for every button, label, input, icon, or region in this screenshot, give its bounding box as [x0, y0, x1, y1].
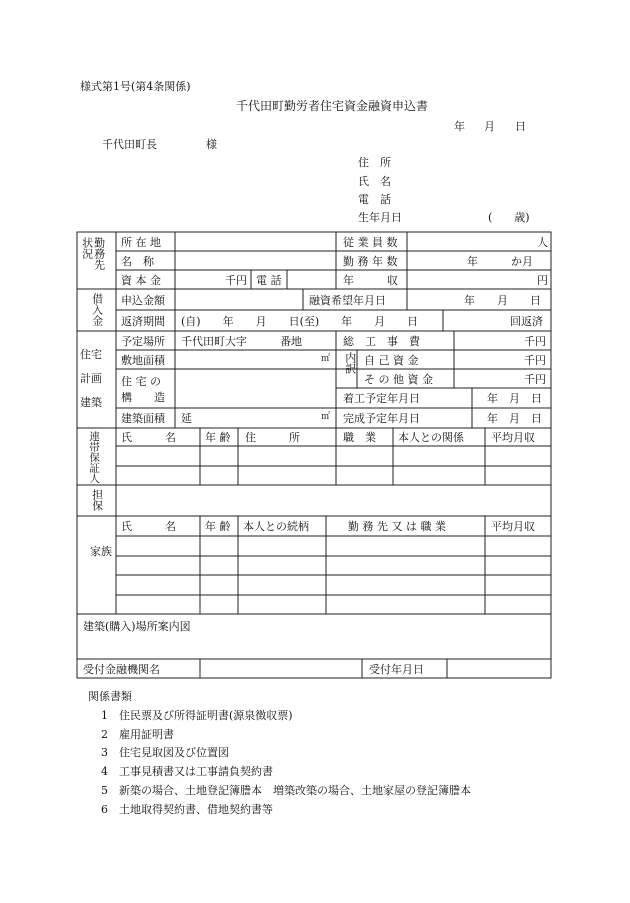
- date-month-label: 月: [484, 120, 495, 133]
- site-label: 予定場所: [121, 335, 165, 348]
- other-funds-unit: 千円: [524, 373, 546, 386]
- family-col-relation: 本人との続柄: [243, 520, 309, 533]
- documents-heading: 関係書類: [88, 690, 132, 703]
- floor-area-prefix: 延: [181, 412, 192, 425]
- date-day-label: 日: [515, 120, 526, 133]
- structure-label-1: 住 宅 の: [121, 375, 161, 388]
- form-number: 様式第1号(第4条関係): [80, 80, 191, 93]
- family-section-label: 家族: [90, 545, 112, 558]
- addressee-honorific: 様: [206, 138, 217, 151]
- document-item: 雇用証明書: [119, 728, 174, 741]
- floor-area-label: 建築面積: [121, 412, 165, 425]
- land-area-unit: ㎡: [321, 354, 331, 364]
- finish-date-label: 完成予定年月日: [343, 412, 420, 425]
- document-item: 新築の場合、土地登記簿謄本 増築改築の場合、土地家屋の登記簿謄本: [119, 784, 471, 797]
- guarantor-col-income: 平均月収: [491, 431, 535, 444]
- annual-income-label: 年 収: [343, 274, 398, 287]
- document-number: 4: [101, 765, 108, 778]
- structure-label-2: 構 造: [121, 391, 165, 404]
- own-funds-unit: 千円: [524, 354, 546, 367]
- family-col-age: 年 齢: [205, 520, 231, 533]
- start-date-label: 着工予定年月日: [343, 392, 420, 405]
- date-year-label: 年: [454, 120, 465, 133]
- years-employed-unit: 年 か月: [467, 255, 533, 268]
- repayment-period-label: 返済期間: [121, 315, 165, 328]
- location-map-label: 建築(購入)場所案内図: [83, 620, 191, 633]
- guarantor-col-job: 職 業: [343, 431, 376, 444]
- total-cost-unit: 千円: [524, 335, 546, 348]
- employer-name-label: 名 称: [121, 255, 154, 268]
- loan-section-label: 借入金: [90, 293, 104, 326]
- document-number: 3: [101, 746, 108, 759]
- employer-capital-label: 資 本 金: [121, 274, 161, 287]
- repayment-period-dates: (自) 年 月 日(至) 年 月 日: [181, 315, 419, 328]
- housing-section-label-2: 建築: [80, 396, 102, 409]
- document-number: 2: [101, 728, 108, 741]
- document-item: 住民票及び所得証明書(源泉徴収票): [119, 709, 293, 722]
- employees-label: 従 業 員 数: [343, 236, 398, 249]
- receiving-bank-label: 受付金融機関名: [83, 663, 160, 676]
- collateral-section-label: 担保: [90, 489, 104, 511]
- start-date-unit: 年 月 日: [487, 392, 542, 405]
- breakdown-label: 内訳: [343, 352, 357, 374]
- repayment-count-unit: 回返済: [510, 315, 543, 328]
- guarantor-col-relation: 本人との関係: [398, 431, 464, 444]
- page-title: 千代田町勤労者住宅資金融資申込書: [236, 99, 429, 113]
- housing-section-label-1: 住宅: [80, 348, 102, 361]
- document-item: 土地取得契約書、借地契約書等: [119, 803, 273, 816]
- employment-section-sublabel: 状況: [80, 237, 94, 259]
- document-number: 6: [101, 803, 108, 816]
- document-number: 1: [101, 709, 108, 722]
- housing-section-label-3: 計画: [80, 372, 102, 385]
- guarantor-col-address: 住 所: [245, 431, 300, 444]
- site-value: 千代田町大字 番地: [181, 335, 302, 348]
- receipt-date-label: 受付年月日: [369, 663, 424, 676]
- other-funds-label: そ の 他 資 金: [364, 373, 433, 386]
- document-number: 5: [101, 784, 108, 797]
- loan-amount-label: 申込金額: [121, 294, 165, 307]
- family-col-name: 氏 名: [121, 520, 176, 533]
- applicant-phone-label: 電 話: [358, 193, 391, 206]
- capital-unit: 千円: [225, 274, 247, 287]
- own-funds-label: 自 己 資 金: [364, 354, 419, 367]
- years-employed-label: 勤 務 年 数: [343, 255, 398, 268]
- applicant-age-label: ( 歳): [488, 211, 530, 224]
- desired-date-label: 融資希望年月日: [309, 294, 386, 307]
- family-col-income: 平均月収: [491, 520, 535, 533]
- addressee: 千代田町長: [102, 138, 157, 151]
- family-col-work: 勤 務 先 又 は 職 業: [348, 520, 446, 533]
- total-cost-label: 総 工 事 費: [343, 335, 420, 348]
- guarantor-col-age: 年 齢: [205, 431, 231, 444]
- land-area-label: 敷地面積: [121, 354, 165, 367]
- applicant-name-label: 氏 名: [358, 175, 391, 188]
- annual-income-unit: 円: [537, 274, 548, 287]
- applicant-birthdate-label: 生年月日: [358, 211, 402, 224]
- employer-phone-label: 電 話: [256, 274, 282, 287]
- employees-unit: 人: [537, 236, 548, 249]
- desired-date-unit: 年 月 日: [464, 294, 541, 307]
- employer-location-label: 所 在 地: [121, 236, 161, 249]
- floor-area-unit: ㎡: [321, 412, 331, 422]
- document-item: 住宅見取図及び位置図: [119, 746, 229, 759]
- guarantor-section-label: 連帯保証人: [88, 431, 101, 484]
- document-item: 工事見積書又は工事請負契約書: [119, 765, 273, 778]
- applicant-address-label: 住 所: [358, 156, 391, 169]
- employment-section-label: 勤務先: [92, 237, 106, 270]
- finish-date-unit: 年 月 日: [487, 412, 542, 425]
- guarantor-col-name: 氏 名: [121, 431, 176, 444]
